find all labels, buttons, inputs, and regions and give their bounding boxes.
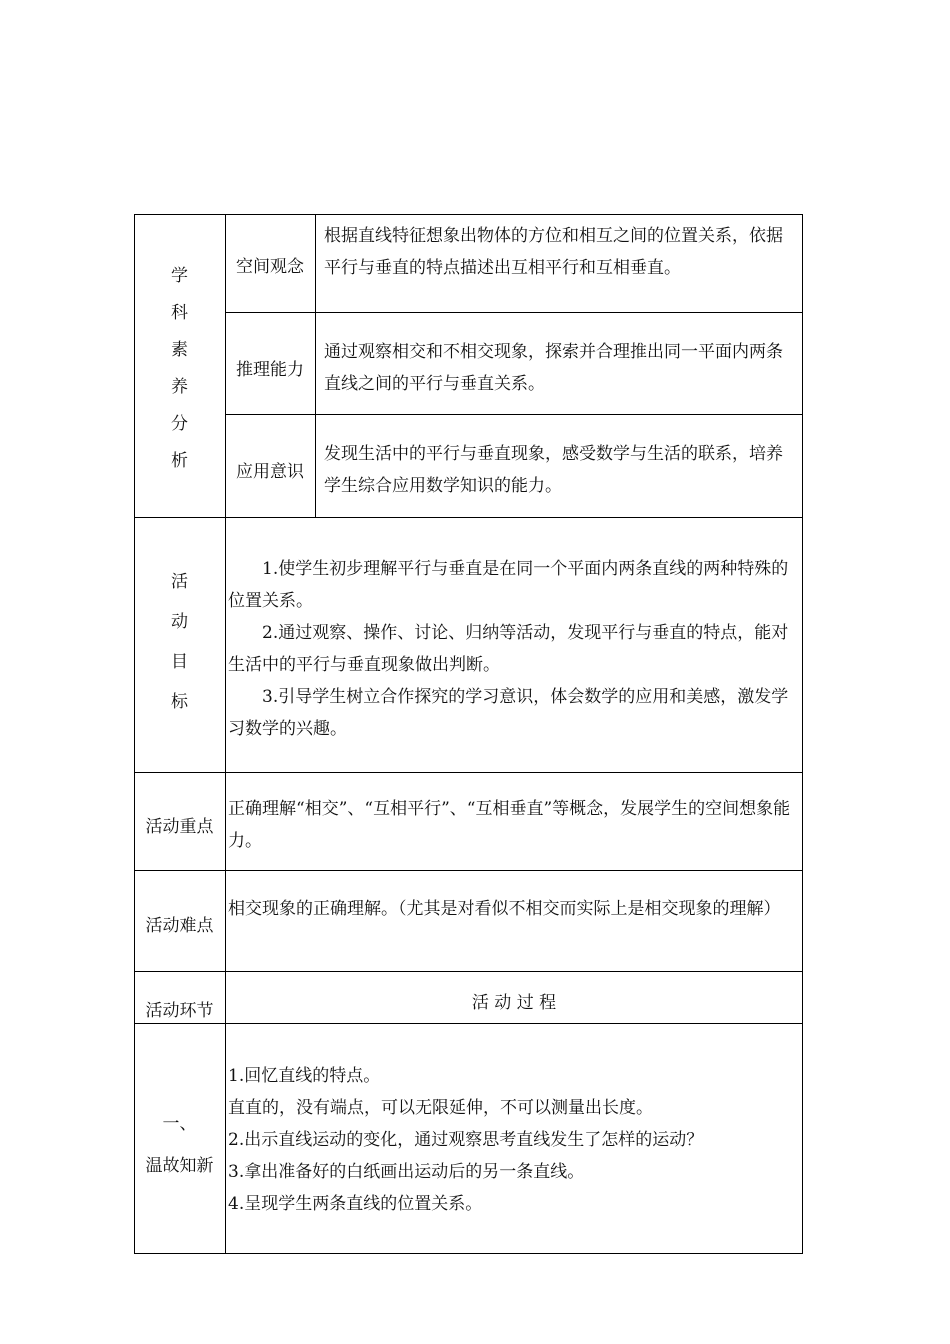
process-title: 活 动 过 程 (471, 993, 557, 1013)
literacy-label-application: 应用意识 (236, 462, 304, 482)
review-line: 直直的，没有端点，可以无限延伸，不可以测量出长度。 (228, 1098, 653, 1118)
review-label-title: 温故知新 (145, 1156, 214, 1176)
row-divider (134, 517, 803, 518)
header-char: 科 (171, 303, 188, 323)
literacy-text-reasoning: 通过观察相交和不相交现象，探索并合理推出同一平面内两条直线之间的平行与垂直关系。 (324, 342, 783, 394)
header-char: 标 (171, 692, 188, 712)
review-line: 1.回忆直线的特点。 (228, 1066, 381, 1086)
header-char: 养 (171, 377, 188, 397)
process-label: 活动环节 (145, 1001, 214, 1021)
literacy-text-application: 发现生活中的平行与垂直现象，感受数学与生活的联系，培养学生综合应用数学知识的能力。 (324, 444, 783, 496)
header-char: 素 (171, 340, 188, 360)
row-divider (134, 772, 803, 773)
header-char: 活 (171, 572, 188, 592)
review-label-number: 一、 (162, 1114, 197, 1134)
difficulty-text: 相交现象的正确理解。（尤其是对看似不相交而实际上是相交现象的理解） (228, 899, 781, 919)
header-char: 目 (171, 652, 188, 672)
review-line: 2.出示直线运动的变化，通过观察思考直线发生了怎样的运动？ (228, 1130, 704, 1150)
focus-label: 活动重点 (145, 817, 214, 837)
focus-text: 正确理解“相交”、“互相平行”、“互相垂直”等概念，发展学生的空间想象能力。 (228, 799, 791, 851)
row-divider (134, 971, 803, 972)
column-divider (315, 214, 316, 517)
goal-item: 3.引导学生树立合作探究的学习意识，体会数学的应用和美感，激发学习数学的兴趣。 (228, 687, 789, 739)
literacy-label-space: 空间观念 (236, 257, 304, 277)
goals-header (134, 562, 225, 722)
row-divider (134, 1023, 803, 1024)
goals-list (228, 553, 800, 745)
review-line: 4.呈现学生两条直线的位置关系。 (228, 1194, 483, 1214)
review-line: 3.拿出准备好的白纸画出运动后的另一条直线。 (228, 1162, 585, 1182)
literacy-text-space: 根据直线特征想象出物体的方位和相互之间的位置关系，依据平行与垂直的特点描述出互相平行和互相垂直。 (324, 226, 783, 278)
header-char: 学 (171, 266, 188, 286)
goal-item: 2.通过观察、操作、讨论、归纳等活动，发现平行与垂直的特点，能对生活中的平行与垂直现象做出判断。 (228, 623, 789, 675)
difficulty-label: 活动难点 (145, 916, 214, 936)
goal-item: 1.使学生初步理解平行与垂直是在同一个平面内两条直线的两种特殊的位置关系。 (228, 559, 789, 611)
header-char: 析 (171, 451, 188, 471)
review-label (134, 1103, 225, 1187)
literacy-header (134, 258, 225, 480)
row-divider (225, 312, 803, 313)
header-char: 分 (171, 414, 188, 434)
literacy-label-reasoning: 推理能力 (236, 360, 304, 380)
row-divider (225, 414, 803, 415)
header-char: 动 (171, 612, 188, 632)
row-divider (134, 870, 803, 871)
review-content (228, 1060, 800, 1220)
